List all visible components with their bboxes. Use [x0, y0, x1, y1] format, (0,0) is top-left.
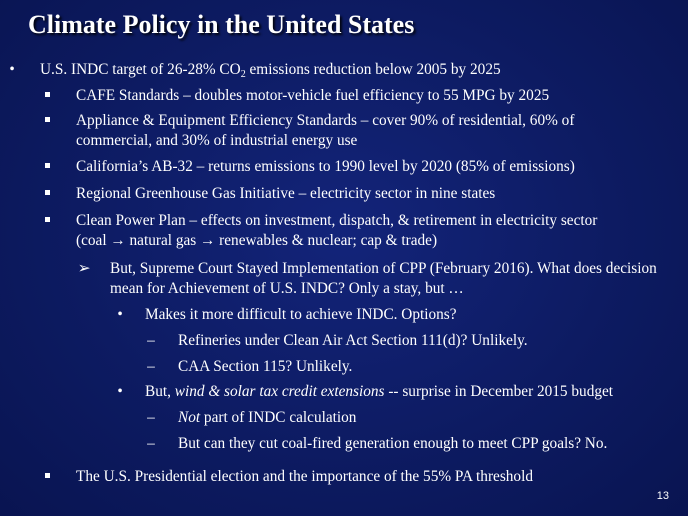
bullet-coal-fired [0, 434, 688, 454]
bullet-text: CAA Section 115? Unlikely. [178, 358, 353, 375]
bullet-presidential-election [0, 467, 688, 487]
bullet-tax-credit [0, 382, 688, 402]
bullet-text: Makes it more difficult to achieve INDC. Options? [145, 306, 457, 323]
bullet-california-ab32 [0, 157, 688, 177]
arrow-icon: → [200, 232, 216, 249]
bullet-text: But, wind & solar tax credit extensions -- surprise in December 2015 budget [145, 383, 614, 400]
dash-bullet: – [147, 409, 155, 426]
bullet-clean-power-plan [0, 211, 688, 251]
bullet-refineries [0, 331, 688, 351]
bullet-dot: • [117, 383, 123, 400]
bullet-text: Appliance & Equipment Efficiency Standards – cover 90% of residential, 60% of commercial, and 30% of industrial energy use [76, 112, 575, 149]
square-bullet [37, 157, 57, 177]
bullet-text: California’s AB-32 – returns emissions to 1990 level by 2020 (85% of emissions) [76, 158, 575, 175]
bullet-text: CAFE Standards – doubles motor-vehicle fuel efficiency to 55 MPG by 2025 [76, 87, 550, 104]
arrow-icon: → [110, 232, 126, 249]
bullet-rggi [0, 184, 688, 204]
dash-bullet: – [147, 435, 155, 452]
square-bullet [37, 211, 57, 231]
square-bullet [37, 184, 57, 204]
bullet-not-indc [0, 408, 688, 428]
bullet-cafe [0, 86, 688, 106]
bullet-text: Not part of INDC calculation [178, 409, 357, 426]
arrowhead-bullet-icon: ➢ [77, 260, 91, 277]
bullet-dot: • [117, 306, 123, 323]
slide-title: Climate Policy in the United States [28, 10, 415, 39]
square-bullet [37, 86, 57, 106]
bullet-text: But, Supreme Court Stayed Implementation of CPP (February 2016). What does decision mean for Achievement of U.S. INDC? Only a stay, but … [110, 260, 657, 297]
bullet-text: But can they cut coal-fired generation enough to meet CPP goals? No. [178, 435, 608, 452]
bullet-more-difficult [0, 305, 688, 325]
bullet-indc-target [0, 60, 688, 80]
dash-bullet: – [147, 332, 155, 349]
dash-bullet: – [147, 358, 155, 375]
bullet-text: Regional Greenhouse Gas Initiative – electricity sector in nine states [76, 185, 496, 202]
square-bullet [37, 467, 57, 487]
bullet-dot: • [9, 61, 15, 78]
page-number: 13 [656, 490, 669, 502]
bullet-text: U.S. INDC target of 26-28% $CO_2$ emissions reduction below 2005 by 2025 [40, 61, 501, 80]
bullet-caa-115 [0, 357, 688, 377]
square-bullet [37, 111, 57, 131]
bullet-supreme-court-stay [0, 259, 688, 299]
bullet-text: Clean Power Plan – effects on investment, dispatch, & retirement in electricity sector (coal → natural gas → renewables & nuclear; cap & trade) [76, 212, 598, 249]
bullet-text: The U.S. Presidential election and the importance of the 55% PA threshold [76, 468, 533, 485]
bullet-appliance-standards [0, 111, 688, 151]
bullet-text: Refineries under Clean Air Act Section 111(d)? Unlikely. [178, 332, 528, 349]
